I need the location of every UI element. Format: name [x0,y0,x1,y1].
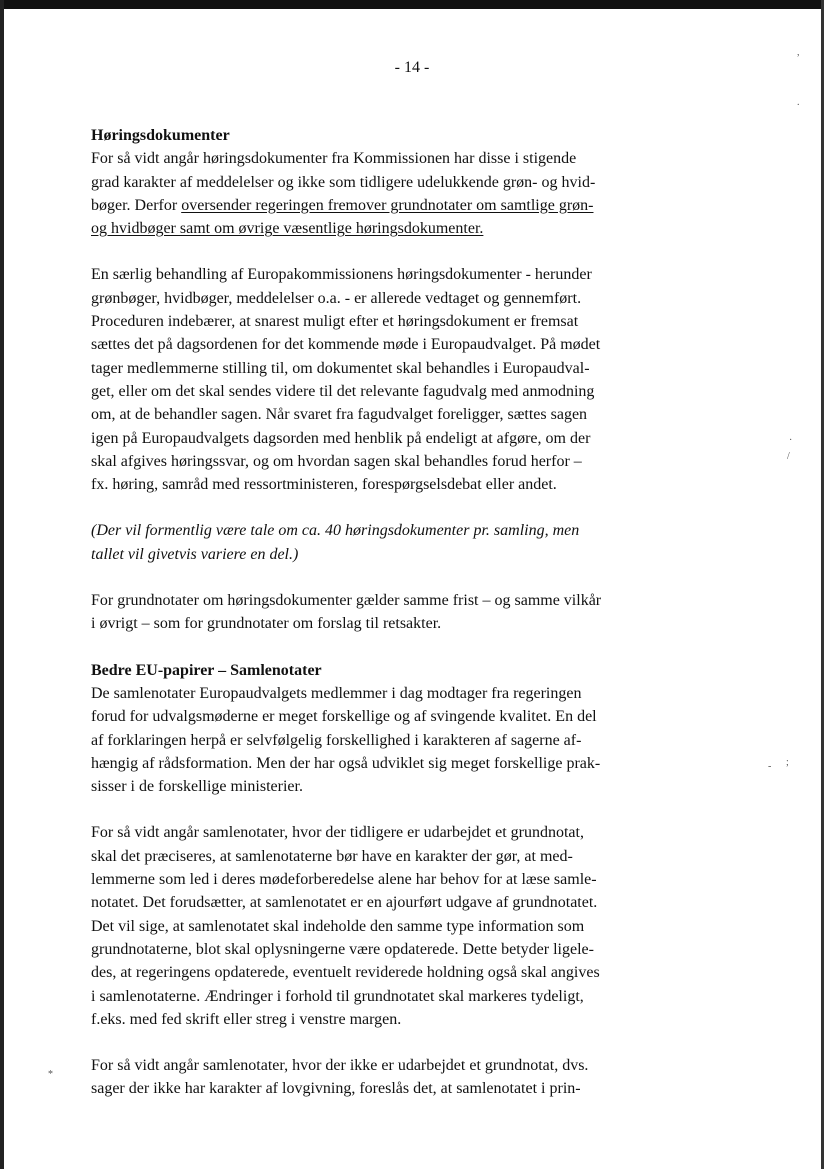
scan-speck: . [797,97,800,108]
line-text: For så vidt angår høringsdokumenter fra Kommissionen har disse i stigende [91,150,577,168]
line-text: get, eller om det skal sendes videre til det relevante fagudvalg med anmodning [91,382,595,400]
text-line [91,519,641,542]
text-line [91,427,641,450]
text-line [91,357,641,380]
paragraph [91,124,641,240]
paragraph [91,659,641,799]
text-line [91,333,641,356]
scan-speck: ; [786,757,789,768]
line-text: om, at de behandler sagen. Når svaret fra fagudvalget foreligger, sættes sagen [91,406,588,424]
document-body [91,124,641,1124]
line-text: For så vidt angår samlenotater, hvor der ikke er udarbejdet et grundnotat, dvs. [91,1057,589,1075]
line-text: bøger. Derfor [91,196,182,214]
text-line [91,263,641,286]
line-text: Bedre EU-papirer – Samlenotater [91,661,322,679]
text-line [91,217,641,240]
text-line [91,868,641,891]
line-text: i samlenotaterne. Ændringer i forhold til grundnotatet skal markeres tydeligt, [91,987,584,1005]
text-line [91,961,641,984]
text-line [91,1008,641,1031]
text-line [91,985,641,1008]
text-line [91,287,641,310]
text-line [91,403,641,426]
text-line [91,915,641,938]
section-heading [91,124,641,147]
line-text: sager der ikke har karakter af lovgivning, foreslås det, at samlenotatet i prin- [91,1080,581,1098]
section-heading [91,659,641,682]
text-line [91,147,641,170]
scan-speck: / [787,451,790,462]
text-line [91,891,641,914]
line-text: lemmerne som led i deres mødeforberedelse alene har behov for at læse samle- [91,871,597,889]
text-line [91,380,641,403]
line-text: For grundnotater om høringsdokumenter gælder samme frist – og samme vilkår [91,592,602,610]
line-text: grundnotaterne, blot skal oplysningerne være opdaterede. Dette betyder ligele- [91,940,594,958]
line-text: fx. høring, samråd med ressortministeren, forespørgselsdebat eller andet. [91,476,557,494]
text-line [91,1077,641,1100]
line-text: i øvrigt – som for grundnotater om forslag til retsakter. [91,615,442,633]
scan-speck: * [48,1069,53,1080]
line-text: af forklaringen herpå er selvfølgelig forskellighed i karakteren af sagerne af- [91,731,582,749]
line-text: forud for udvalgsmøderne er meget forskellige og af svingende kvalitet. En del [91,708,597,726]
text-line [91,450,641,473]
line-text: (Der vil formentlig være tale om ca. 40 høringsdokumenter pr. samling, men [91,522,580,540]
text-line [91,821,641,844]
text-line [91,171,641,194]
line-text: og hvidbøger samt om øvrige væsentlige høringsdokumenter. [91,220,484,238]
line-text: De samlenotater Europaudvalgets medlemmer i dag modtager fra regeringen [91,684,582,702]
paragraph [91,821,641,1031]
scan-speck: - [768,761,772,772]
line-text: grad karakter af meddelelser og ikke som tidligere udelukkende grøn- og hvid- [91,173,596,191]
line-text: tager medlemmerne stilling til, om dokumentet skal behandles i Europaudval- [91,359,590,377]
line-text: skal det præciseres, at samlenotaterne bør have en karakter der gør, at med- [91,847,573,865]
scan-speck: , [797,47,800,58]
text-line [91,589,641,612]
line-text: notatet. Det forudsætter, at samlenotatet er en ajourført udgave af grundnotatet. [91,894,598,912]
line-text: igen på Europaudvalgets dagsorden med henblik på endeligt at afgøre, om der [91,429,591,447]
scan-speck: · [789,435,793,446]
line-text: grønbøger, hvidbøger, meddelelser o.a. - er allerede vedtaget og gennemført. [91,289,582,307]
text-line [91,473,641,496]
line-text: For så vidt angår samlenotater, hvor der tidligere er udarbejdet et grundnotat, [91,824,584,842]
paragraph [91,263,641,496]
line-text: Det vil sige, at samlenotatet skal indeholde den samme type information som [91,917,585,935]
paragraph [91,519,641,566]
text-line [91,705,641,728]
text-line [91,612,641,635]
text-line [91,682,641,705]
line-text: sættes det på dagsordenen for det kommende møde i Europaudvalget. På mødet [91,336,601,354]
text-line [91,938,641,961]
line-text: tallet vil givetvis variere en del.) [91,545,299,563]
line-text-underlined: oversender regeringen fremover grundnotater om samtlige grøn- [181,196,594,214]
text-line [91,845,641,868]
line-text: Høringsdokumenter [91,127,230,144]
text-line [91,310,641,333]
line-text: hængig af rådsformation. Men der har også udviklet sig meget forskellige prak- [91,754,601,772]
line-text: Proceduren indebærer, at snarest muligt efter et høringsdokument er fremsat [91,313,579,331]
paragraph [91,1054,641,1101]
paragraph [91,589,641,636]
line-text: skal afgives høringssvar, og om hvordan sagen skal behandles forud herfor – [91,452,582,470]
text-line [91,729,641,752]
line-text: des, at regeringens opdaterede, eventuelt reviderede holdning også skal angives [91,964,600,982]
page-number: - 14 - [394,59,430,76]
text-line [91,194,641,217]
text-line [91,752,641,775]
text-line [91,1054,641,1077]
line-text: sisser i de forskellige ministerier. [91,778,303,796]
line-text: f.eks. med fed skrift eller streg i venstre margen. [91,1010,402,1028]
text-line [91,543,641,566]
scan-border-left [0,0,4,1169]
line-text: En særlig behandling af Europakommissionens høringsdokumenter - herunder [91,266,592,284]
text-line [91,775,641,798]
scan-border-top [0,0,824,9]
